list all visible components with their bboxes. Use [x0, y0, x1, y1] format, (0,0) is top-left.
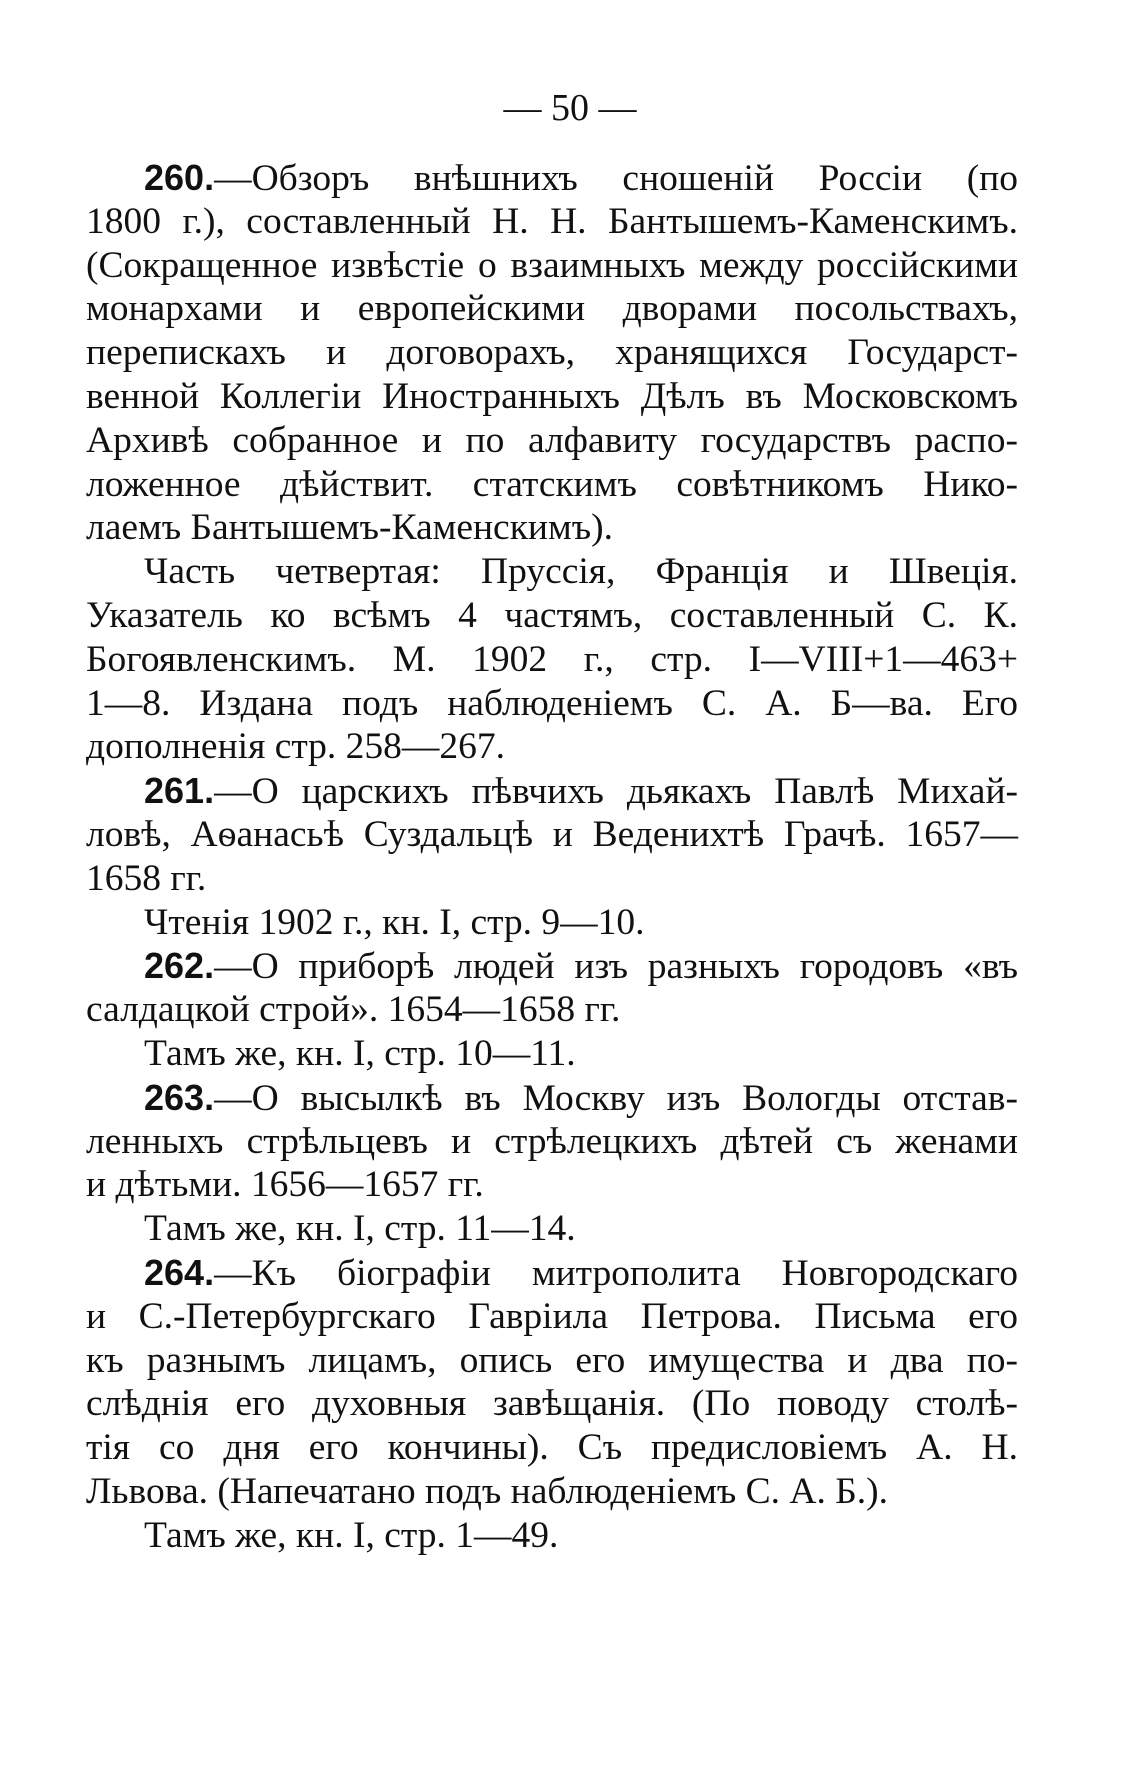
- line-text: 1658 гг.: [86, 857, 207, 899]
- text-line: [86, 287, 1018, 331]
- line-text: къ разнымъ лицамъ, опись его имущества и два по-: [86, 1339, 1018, 1381]
- text-line: [86, 200, 1018, 244]
- line-text: —Обзоръ внѣшнихъ сношеній Россіи (по: [214, 158, 1018, 199]
- line-text: Чтенія 1902 г., кн. I, стр. 9—10.: [144, 901, 645, 943]
- text-line: [86, 1514, 1018, 1558]
- text-line: [86, 1163, 1018, 1207]
- text-line: [86, 244, 1018, 288]
- line-text: Тамъ же, кн. I, стр. 11—14.: [144, 1208, 576, 1250]
- text-line: [86, 1470, 1018, 1514]
- text-line: [86, 419, 1018, 463]
- entry-first-line: [86, 769, 1018, 813]
- text-line: [86, 813, 1018, 857]
- text-line: [86, 1382, 1018, 1426]
- line-text: салдацкой строй». 1654—1658 гг.: [86, 989, 621, 1031]
- entry-number: 263.: [144, 1076, 215, 1118]
- entry-first-line: [86, 1076, 1018, 1120]
- line-text: тія со дня его кончины). Съ предисловіемъ А. Н.: [86, 1427, 1018, 1469]
- entry-first-line: [86, 944, 1018, 988]
- line-text: монархами и европейскими дворами посольствахъ,: [86, 288, 1018, 330]
- text-line: [86, 550, 1018, 594]
- entry-number: 260.: [144, 157, 215, 198]
- text-line: [86, 375, 1018, 419]
- line-text: —О приборѣ людей изъ разныхъ городовъ «въ: [214, 946, 1018, 988]
- page-number: — 50 —: [503, 87, 637, 129]
- line-text: дополненія стр. 258—267.: [86, 726, 506, 768]
- line-text: Тамъ же, кн. I, стр. 10—11.: [144, 1032, 576, 1074]
- line-text: и С.-Петербургскаго Гавріила Петрова. Письма его: [86, 1295, 1018, 1337]
- text-line: [86, 506, 1018, 550]
- line-text: перепискахъ и договорахъ, хранящихся Государст-: [86, 332, 1018, 374]
- line-text: —О высылкѣ въ Москву изъ Вологды отстав-: [214, 1077, 1018, 1119]
- text-line: [86, 725, 1018, 769]
- line-text: Тамъ же, кн. I, стр. 1—49.: [144, 1514, 559, 1556]
- line-text: ловѣ, Аѳанасьѣ Суздальцѣ и Веденихтѣ Грачѣ. 1657—: [86, 813, 1018, 855]
- line-text: ложенное дѣйствит. статскимъ совѣтникомъ Нико-: [86, 463, 1018, 505]
- line-text: венной Коллегіи Иностранныхъ Дѣлъ въ Московскомъ: [86, 375, 1018, 417]
- text-line: [86, 331, 1018, 375]
- text-line: [86, 988, 1018, 1032]
- line-text: Указатель ко всѣмъ 4 частямъ, составленный С. К.: [86, 594, 1018, 636]
- entry-first-line: [86, 156, 1018, 200]
- text-line: [86, 594, 1018, 638]
- text-line: [86, 1426, 1018, 1470]
- text-line: [86, 1295, 1018, 1339]
- entry-number: 264.: [144, 1251, 215, 1293]
- line-text: слѣднія его духовныя завѣщанія. (По поводу столѣ-: [86, 1383, 1018, 1425]
- text-line: [86, 1339, 1018, 1383]
- line-text: (Сокращенное извѣстіе о взаимныхъ между россійскими: [86, 244, 1018, 286]
- text-line: [86, 463, 1018, 507]
- line-text: Богоявленскимъ. М. 1902 г., стр. I—VIII+1—463+: [86, 638, 1018, 680]
- text-line: [86, 1207, 1018, 1251]
- entry-first-line: [86, 1251, 1018, 1295]
- text-line: [86, 857, 1018, 901]
- line-text: ленныхъ стрѣльцевъ и стрѣлецкихъ дѣтей съ женами: [86, 1120, 1018, 1162]
- text-line: [86, 682, 1018, 726]
- text-line: [86, 638, 1018, 682]
- line-text: Архивѣ собранное и по алфавиту государствъ распо-: [86, 419, 1018, 461]
- line-text: —Къ біографіи митрополита Новгородскаго: [214, 1252, 1018, 1294]
- text-line: [86, 1120, 1018, 1164]
- text-line: [86, 901, 1018, 945]
- line-text: и дѣтьми. 1656—1657 гг.: [86, 1164, 484, 1206]
- line-text: Львова. (Напечатано подъ наблюденіемъ С. А. Б.).: [86, 1470, 889, 1512]
- entry-number: 261.: [144, 770, 215, 812]
- line-text: Часть четвертая: Пруссія, Франція и Швеція.: [144, 551, 1018, 593]
- line-text: —О царскихъ пѣвчихъ дьякахъ Павлѣ Михай-: [214, 771, 1018, 813]
- entry-number: 262.: [144, 945, 215, 987]
- line-text: 1—8. Издана подъ наблюденіемъ С. А. Б—ва. Его: [86, 682, 1018, 724]
- page-body: [86, 156, 1018, 1558]
- line-text: лаемъ Бантышемъ-Каменскимъ).: [86, 507, 613, 549]
- text-line: [86, 1032, 1018, 1076]
- line-text: 1800 г.), составленный Н. Н. Бантышемъ-Каменскимъ.: [86, 200, 1018, 242]
